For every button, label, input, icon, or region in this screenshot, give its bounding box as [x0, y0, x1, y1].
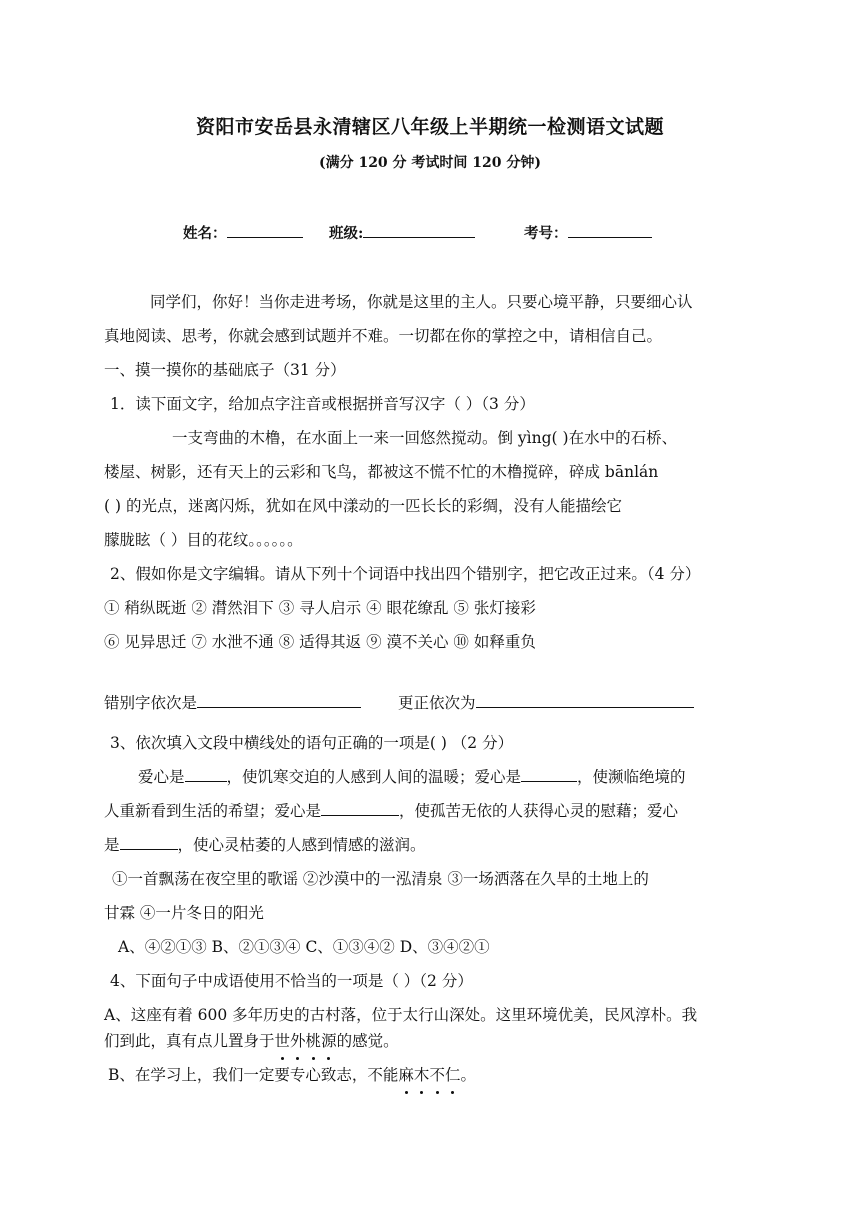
emphasized-char: 桃	[306, 1029, 322, 1051]
passage-text: ，使濒临绝境的	[577, 768, 686, 786]
corrections-blank[interactable]	[476, 693, 694, 708]
option-text: 的感觉。	[336, 1032, 399, 1050]
page-subtitle: (满分 120 分 考试时间 120 分钟)	[318, 155, 542, 171]
emphasized-char: 不	[429, 1063, 445, 1085]
corrections-label: 更正依次为	[398, 694, 476, 712]
question-4-stem: 4、下面句子中成语使用不恰当的一项是（ ）（2 分）	[110, 972, 473, 990]
question-2-corrections	[398, 691, 694, 713]
question-2-wrong-chars	[104, 691, 361, 713]
page-title: 资阳市安岳县永清辖区八年级上半期统一检测语文试题	[195, 116, 664, 138]
intro-line-1: 同学们，你好！当你走进考场，你就是这里的主人。只要心境平静，只要细心认	[150, 293, 693, 311]
blank-4[interactable]	[120, 835, 178, 850]
question-1-passage-line-1: 一支弯曲的木橹，在水面上一来一回悠然搅动。倒 yìng( )在水中的石桥、	[172, 429, 678, 447]
emphasized-char: 源	[321, 1029, 337, 1051]
question-4-option-a-line-1: A、这座有着 600 多年历史的古村落，位于太行山深处。这里环境优美，民风淳朴。我	[104, 1006, 698, 1024]
question-4-option-b	[108, 1063, 476, 1085]
question-3-stem: 3、依次填入文段中横线处的语句正确的一项是( ) （2 分）	[110, 734, 514, 752]
option-text: 。	[460, 1066, 476, 1084]
name-label: 姓名：	[183, 225, 227, 242]
passage-text: ，使心灵枯萎的人感到情感的滋润。	[177, 836, 426, 854]
exam-number-label: 考号：	[524, 225, 568, 242]
emphasized-char: 木	[414, 1063, 430, 1085]
emphasized-char: 外	[290, 1029, 306, 1051]
question-3-passage-line-3	[104, 833, 426, 855]
question-2-words-row-2: ⑥ 见异思迁 ⑦ 水泄不通 ⑧ 适得其返 ⑨ 漠不关心 ⑩ 如释重负	[104, 633, 536, 651]
name-field	[183, 222, 303, 243]
question-3-passage-line-2	[104, 799, 678, 821]
exam-number-field	[524, 222, 652, 243]
option-text: 们到此，真有点儿置身于	[104, 1032, 275, 1050]
class-field	[329, 222, 475, 243]
question-1-passage-line-3: ( ) 的光点，迷离闪烁，犹如在风中漾动的一匹长长的彩绸，没有人能描绘它	[104, 497, 622, 515]
passage-text: 是	[104, 836, 120, 854]
section-1-heading: 一、摸一摸你的基础底子（31 分）	[104, 361, 346, 379]
wrong-chars-blank[interactable]	[197, 693, 361, 708]
question-3-options-line-1: ①一首飘荡在夜空里的歌谣 ②沙漠中的一泓清泉 ③一场洒落在久旱的土地上的	[112, 870, 649, 888]
blank-2[interactable]	[521, 767, 577, 782]
passage-text: ，使饥寒交迫的人感到人间的温暖；爱心是	[226, 768, 522, 786]
blank-1[interactable]	[185, 767, 227, 782]
passage-text: ，使孤苦无依的人获得心灵的慰藉；爱心	[399, 802, 679, 820]
class-label: 班级:	[329, 225, 364, 242]
wrong-chars-label: 错别字依次是	[104, 694, 198, 712]
emphasized-char: 世	[275, 1029, 291, 1051]
intro-line-2: 真地阅读、思考，你就会感到试题并不难。一切都在你的掌控之中，请相信自己。	[104, 327, 663, 345]
question-2-stem: 2、假如你是文字编辑。请从下列十个词语中找出四个错别字，把它改正过来。（4 分）	[110, 565, 701, 583]
passage-text: 人重新看到生活的希望；爱心是	[104, 802, 322, 820]
name-blank[interactable]	[227, 223, 303, 238]
question-3-choices: A、④②①③ B、②①③④ C、①③④② D、③④②①	[118, 938, 490, 956]
question-1-passage-line-2: 楼屋、树影，还有天上的云彩和飞鸟，都被这不慌不忙的木橹搅碎，碎成 bānlán	[104, 463, 659, 481]
question-1-passage-line-4: 朦胧眩（ ）目的花纹。。。。。。	[104, 531, 303, 549]
emphasized-char: 仁	[445, 1063, 461, 1085]
emphasized-char: 麻	[398, 1063, 414, 1085]
class-blank[interactable]	[363, 223, 475, 238]
question-1-stem: 1．读下面文字，给加点字注音或根据拼音写汉字（ ）（3 分）	[110, 395, 535, 413]
question-2-words-row-1: ① 稍纵既逝 ② 潸然泪下 ③ 寻人启示 ④ 眼花缭乱 ⑤ 张灯接彩	[104, 599, 536, 617]
passage-text: 爱心是	[138, 768, 185, 786]
question-4-option-a-line-2	[104, 1029, 399, 1051]
question-3-options-line-2: 甘霖 ④一片冬日的阳光	[104, 904, 264, 922]
option-text: B、在学习上，我们一定要专心致志，不能	[108, 1066, 399, 1084]
exam-number-blank[interactable]	[568, 223, 652, 238]
blank-3[interactable]	[321, 801, 399, 816]
question-3-passage-line-1	[138, 765, 686, 787]
